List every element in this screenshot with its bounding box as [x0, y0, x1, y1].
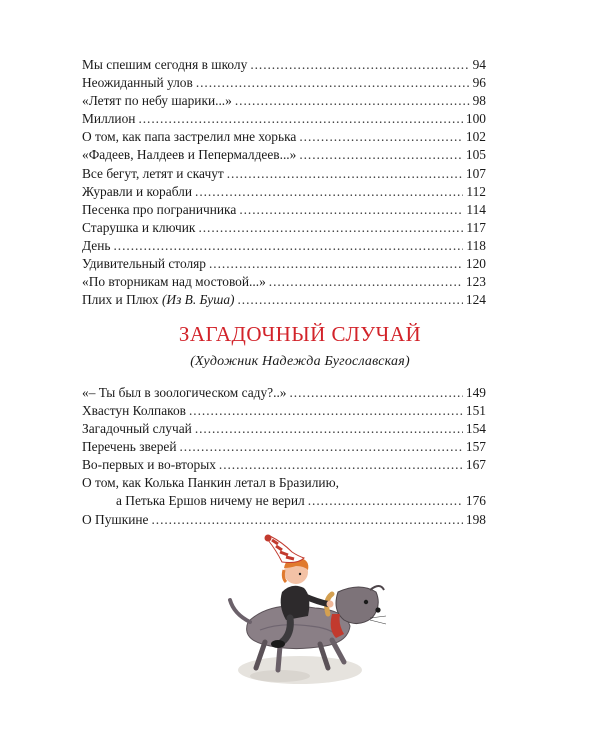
- toc-entry[interactable]: [82, 183, 486, 201]
- toc-entry[interactable]: [82, 56, 486, 74]
- toc-entry[interactable]: [82, 291, 486, 309]
- toc-entry-title: Старушка и ключик: [82, 219, 196, 235]
- toc-entry-page: 124: [465, 292, 486, 308]
- toc-entry-page: 167: [465, 457, 486, 473]
- dot-leader: [238, 291, 463, 309]
- toc-entry[interactable]: [82, 201, 486, 219]
- toc-entry-page: 105: [465, 147, 486, 163]
- dot-leader: [299, 128, 463, 146]
- toc-entry-page: 118: [466, 237, 486, 253]
- toc-list-bottom: [82, 384, 486, 529]
- dot-leader: [151, 511, 462, 529]
- toc-entry[interactable]: [82, 92, 486, 110]
- toc-entry[interactable]: [82, 237, 486, 255]
- dot-leader: [180, 438, 463, 456]
- toc-entry[interactable]: [82, 511, 486, 529]
- toc-entry-title: Неожиданный улов: [82, 75, 193, 91]
- toc-entry-title: Песенка про пограничника: [82, 201, 237, 217]
- toc-entry-page: 98: [472, 93, 486, 109]
- dot-leader: [196, 74, 470, 92]
- toc-entry-page: 112: [466, 183, 486, 199]
- dot-leader: [235, 92, 470, 110]
- dot-leader: [239, 201, 463, 219]
- toc-entry-page: 117: [466, 219, 486, 235]
- dot-leader: [219, 456, 463, 474]
- toc-entry-page: 176: [465, 493, 486, 509]
- toc-entry-page: 123: [465, 274, 486, 290]
- toc-entry[interactable]: [82, 165, 486, 183]
- dot-leader: [250, 56, 469, 74]
- toc-entry-continued[interactable]: [82, 492, 486, 510]
- toc-entry[interactable]: [82, 146, 486, 164]
- toc-entry[interactable]: [82, 74, 486, 92]
- dot-leader: [198, 219, 463, 237]
- toc-entry-note: (Из В. Буша): [161, 292, 235, 308]
- illustration-boy-riding-dog: [220, 530, 390, 690]
- toc-entry[interactable]: [82, 255, 486, 273]
- toc-entry-title: «По вторникам над мостовой...»: [82, 274, 266, 290]
- section-subtitle: (Художник Надежда Бугославская): [190, 354, 410, 369]
- toc-entry[interactable]: [82, 474, 486, 492]
- toc-entry-page: 94: [472, 57, 486, 72]
- dot-leader: [114, 237, 464, 255]
- toc-entry-page: 154: [465, 421, 486, 437]
- toc-entry-title: Удивительный столяр: [82, 256, 207, 272]
- toc-entry-page: 114: [466, 201, 486, 217]
- toc-entry-page: 198: [465, 511, 486, 527]
- dot-leader: [308, 492, 463, 510]
- dot-leader: [269, 273, 463, 291]
- toc-entry[interactable]: [82, 110, 486, 128]
- toc-entry[interactable]: [82, 420, 486, 438]
- toc-entry-title: Мы спешим сегодня в школу: [82, 57, 248, 72]
- toc-entry-title: Журавли и корабли: [82, 183, 193, 199]
- toc-entry-page: 107: [465, 165, 486, 181]
- toc-entry[interactable]: [82, 402, 486, 420]
- toc-entry-title: День: [82, 237, 111, 253]
- toc-entry-title: «Летят по небу шарики...»: [82, 93, 232, 109]
- toc-entry-title: «Фадеев, Налдеев и Пепермалдеев...»: [82, 147, 297, 163]
- toc-entry[interactable]: [82, 384, 486, 402]
- toc-entry-title: О том, как Колька Панкин летал в Бразилию,: [82, 475, 339, 491]
- toc-entry[interactable]: [82, 456, 486, 474]
- toc-entry-title: Миллион: [82, 111, 136, 127]
- dot-leader: [290, 384, 463, 402]
- toc-entry-title: Перечень зверей: [82, 439, 177, 455]
- toc-entry-page: 157: [465, 439, 486, 455]
- dot-leader: [209, 255, 463, 273]
- toc-entry[interactable]: [82, 219, 486, 237]
- toc-entry-page: 96: [472, 75, 486, 91]
- toc-entry[interactable]: [82, 273, 486, 291]
- dot-leader: [299, 146, 463, 164]
- toc-entry[interactable]: [82, 438, 486, 456]
- toc-entry-page: 120: [465, 256, 486, 272]
- dot-leader: [227, 165, 463, 183]
- toc-entry[interactable]: [82, 128, 486, 146]
- toc-entry-title: Плих и Плюх (Из В. Буша): [82, 292, 235, 308]
- dot-leader: [195, 420, 463, 438]
- toc-entry-page: 149: [465, 385, 486, 400]
- toc-entry-title: «– Ты был в зоологическом саду?..»: [82, 385, 287, 400]
- dot-leader: [195, 183, 463, 201]
- toc-entry-title-line2: а Петька Ершов ничему не верил: [116, 493, 305, 509]
- toc-entry-title: Во-первых и во-вторых: [82, 457, 216, 473]
- dot-leader: [138, 110, 462, 128]
- toc-entry-page: 151: [465, 403, 486, 419]
- toc-entry-page: 102: [465, 129, 486, 145]
- toc-list-top: [82, 56, 486, 309]
- toc-entry-title: Хвастун Колпаков: [82, 403, 187, 419]
- section-title: ЗАГАДОЧНЫЙ СЛУЧАЙ: [178, 322, 422, 346]
- dot-leader: [189, 402, 463, 420]
- toc-entry-title: О том, как папа застрелил мне хорька: [82, 129, 297, 145]
- toc-entry-title: О Пушкине: [82, 511, 149, 527]
- toc-entry-title: Загадочный случай: [82, 421, 192, 437]
- toc-entry-page: 100: [465, 111, 486, 127]
- toc-entry-title: Все бегут, летят и скачут: [82, 165, 224, 181]
